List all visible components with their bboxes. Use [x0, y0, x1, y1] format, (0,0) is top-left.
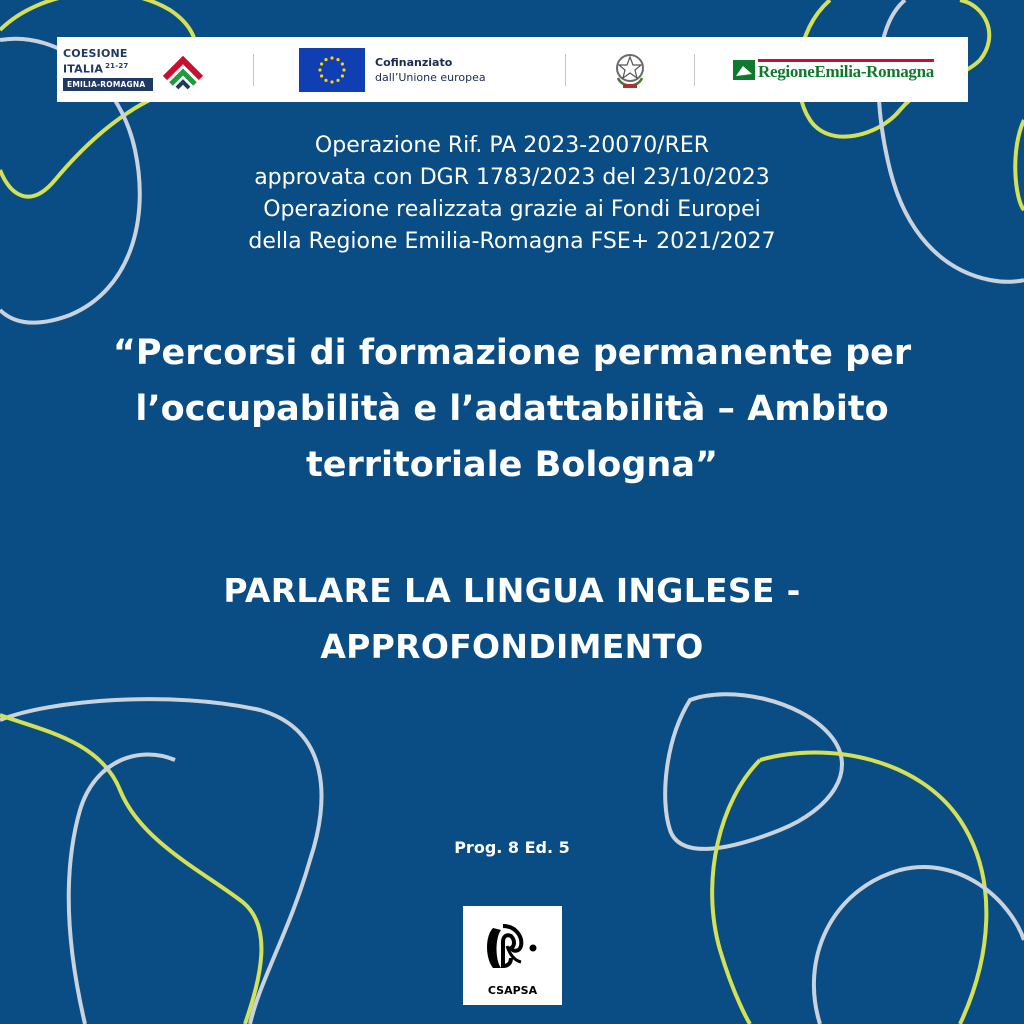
eu-flag-icon — [299, 48, 365, 92]
curve-bottom-right-gray-2 — [814, 867, 1024, 1024]
curve-bottom-left-gray-2 — [69, 754, 175, 1024]
csapsa-mark-icon — [463, 906, 562, 986]
regione-mark-icon — [733, 60, 755, 80]
italia-word: ITALIA — [63, 62, 104, 76]
info-line: della Regione Emilia-Romagna FSE+ 2021/2027 — [248, 229, 776, 254]
project-title-line: l’occupabilità e l’adattabilità – Ambito — [135, 389, 889, 429]
operation-info — [0, 130, 1024, 258]
project-title-line: “Percorsi di formazione permanente per — [112, 333, 912, 373]
csapsa-logo — [463, 906, 562, 1005]
info-line: approvata con DGR 1783/2023 del 23/10/2023 — [254, 165, 770, 190]
course-title-line: APPROFONDIMENTO — [320, 627, 704, 666]
coesione-italia-logo — [57, 37, 253, 102]
eu-line1: Cofinanziato — [375, 55, 453, 69]
curve-bottom-left-gray — [0, 699, 322, 1024]
csapsa-name: CSAPSA — [487, 984, 538, 997]
years-label: 21-27 — [105, 61, 129, 70]
italian-republic-emblem-icon — [610, 48, 650, 92]
regione-emilia-romagna-logo — [695, 37, 968, 102]
course-title-line: PARLARE LA LINGUA INGLESE - — [223, 571, 801, 610]
prog-edition-label: Prog. 8 Ed. 5 — [454, 838, 570, 857]
info-line: Operazione realizzata grazie ai Fondi Europei — [263, 197, 761, 222]
italia-label — [63, 60, 153, 76]
regione-label: RegioneEmilia-Romagna — [758, 59, 934, 80]
curve-bottom-right-gray — [665, 694, 842, 849]
eu-cofinanced-logo — [254, 37, 565, 102]
eu-stars-icon — [299, 48, 365, 92]
curve-bottom-left-yellow — [0, 715, 261, 1024]
project-title — [12, 325, 1012, 493]
italian-republic-emblem — [566, 37, 694, 102]
coesione-label: COESIONE — [63, 46, 128, 60]
curve-bottom-right-yellow — [712, 753, 986, 1024]
info-line: Operazione Rif. PA 2023-20070/RER — [314, 133, 710, 158]
project-title-line: territoriale Bologna” — [306, 445, 718, 485]
eu-line2: dall’Unione europea — [375, 70, 486, 84]
logo-bar — [57, 37, 968, 102]
emilia-romagna-tag: EMILIA-ROMAGNA — [63, 78, 153, 91]
course-title — [12, 563, 1012, 675]
coesione-mark-icon — [161, 48, 205, 92]
